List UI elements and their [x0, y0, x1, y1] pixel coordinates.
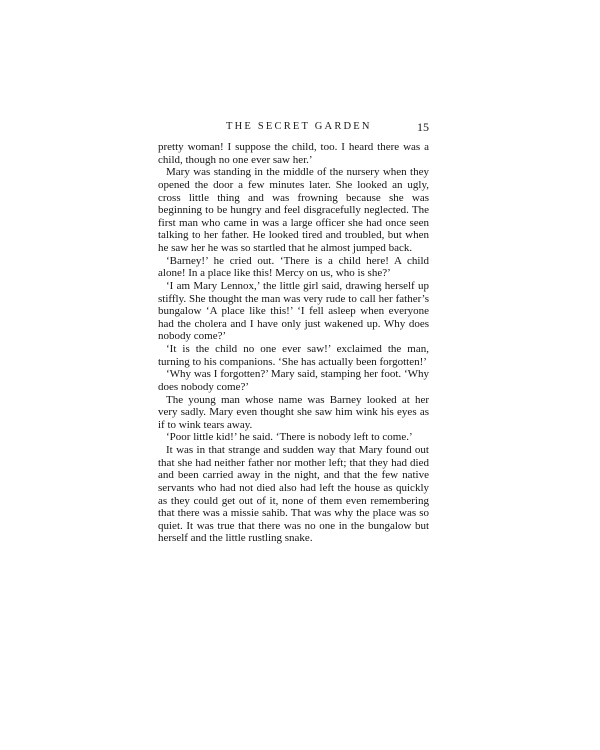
paragraph: The young man whose name was Barney looked at her very sadly. Mary even thought she saw him wink his eyes as if to wink tears away. [158, 393, 429, 431]
running-head: THE SECRET GARDEN [226, 121, 372, 132]
paragraph: ‘It is the child no one ever saw!’ exclaimed the man, turning to his companions. ‘She has actually been forgotten!’ [158, 343, 429, 368]
page-header [158, 121, 429, 137]
paragraph: Mary was standing in the middle of the nursery when they opened the door a few minutes later. She looked an ugly, cross little thing and was frowning because she was beginning to be hungry and feel disgracefully neglected. The first man who came in was a large officer she had once seen talking to her father. He looked tired and troubled, but when he saw her he was so startled that he almost jumped back. [158, 166, 429, 254]
page-number: 15 [417, 120, 429, 134]
paragraph: ‘Barney!’ he cried out. ‘There is a child here! A child alone! In a place like this! Mercy on us, who is she?’ [158, 254, 429, 280]
paragraph: ‘I am Mary Lennox,’ the little girl said, drawing herself up stiffly. She thought the man was very rude to call her father’s bungalow ‘A place like this!’ ‘I fell asleep when everyone had the cholera and I have only just wakened up. Why does nobody come?’ [158, 279, 429, 343]
body-text [158, 141, 429, 545]
paragraph: pretty woman! I suppose the child, too. I heard there was a child, though no one ever saw her.’ [158, 141, 429, 166]
paragraph: It was in that strange and sudden way that Mary found out that she had neither father nor mother left; that they had died and been carried away in the night, and that the few native servants who had not died also had left the house as quickly as they could get out of it, none of them even remembering that there was a missie sahib. That was why the place was so quiet. It was true that there was no one in the bungalow but herself and the little rustling snake. [158, 444, 429, 545]
paragraph: ‘Poor little kid!’ he said. ‘There is nobody left to come.’ [166, 431, 413, 444]
paragraph: ‘Why was I forgotten?’ Mary said, stamping her foot. ‘Why does nobody come?’ [158, 368, 429, 393]
